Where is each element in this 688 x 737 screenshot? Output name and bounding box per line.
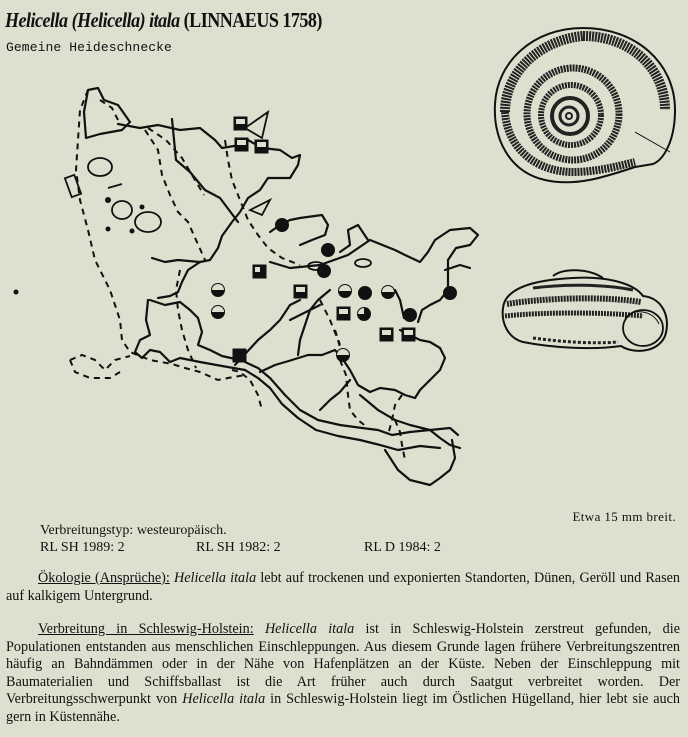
ecology-heading: Ökologie (Ansprüche):: [38, 570, 170, 586]
title-species: itala: [149, 8, 180, 32]
ecology-species: Helicella itala: [174, 570, 257, 586]
map-markers: [211, 117, 457, 362]
distribution-text-2: in Schleswig-Holstein liegt im Östlichen Hügelland, hier lebt sie auch gern in Küstennähe.: [6, 691, 680, 725]
distribution-type: Verbreitungstyp: westeuropäisch.: [40, 523, 227, 538]
ecology-section: [6, 570, 680, 605]
red-list-sh-1989: RL SH 1989: 2: [40, 540, 125, 555]
title-genus: Helicella: [5, 8, 68, 32]
distribution-species-1: Helicella itala: [264, 621, 355, 637]
distribution-section: [6, 621, 680, 727]
distribution-map: [0, 60, 480, 500]
title-subgenus: (Helicella): [71, 8, 146, 32]
shell-top-view-illustration: [485, 22, 685, 200]
shell-size-note: Etwa 15 mm breit.: [572, 509, 676, 524]
title-author: (LINNAEUS 1758): [183, 8, 322, 32]
common-name: Gemeine Heideschnecke: [6, 40, 172, 55]
ecology-text: lebt auf trockenen und exponierten Standorten, Dünen, Geröll und Rasen auf kalkigem Untergrund.: [6, 570, 681, 604]
red-list-sh-1982: RL SH 1982: 2: [196, 540, 281, 555]
red-list-d-1984: RL D 1984: 2: [364, 540, 441, 555]
distribution-text-1: ist in Schleswig-Holstein zerstreut gefunden, die Populationen entstanden aus menschlichen Einschleppungen. Aus diesem Grunde lagen frühere Verbreitungszentren häufig an Bahndämmen oder in der Nähe von Hafenplätzen an der Küste. Neben der Einschleppung mit Baumaterialien und Schiffsballast ist die Art früher auch durch Saatgut verbreitet worden. Der Verbreitungsschwerpunkt von: [6, 621, 681, 708]
distribution-species-2: Helicella itala: [182, 691, 266, 708]
distribution-heading: Verbreitung in Schleswig-Holstein:: [38, 621, 254, 637]
species-title: [5, 8, 322, 33]
shell-side-view-illustration: [493, 258, 673, 358]
